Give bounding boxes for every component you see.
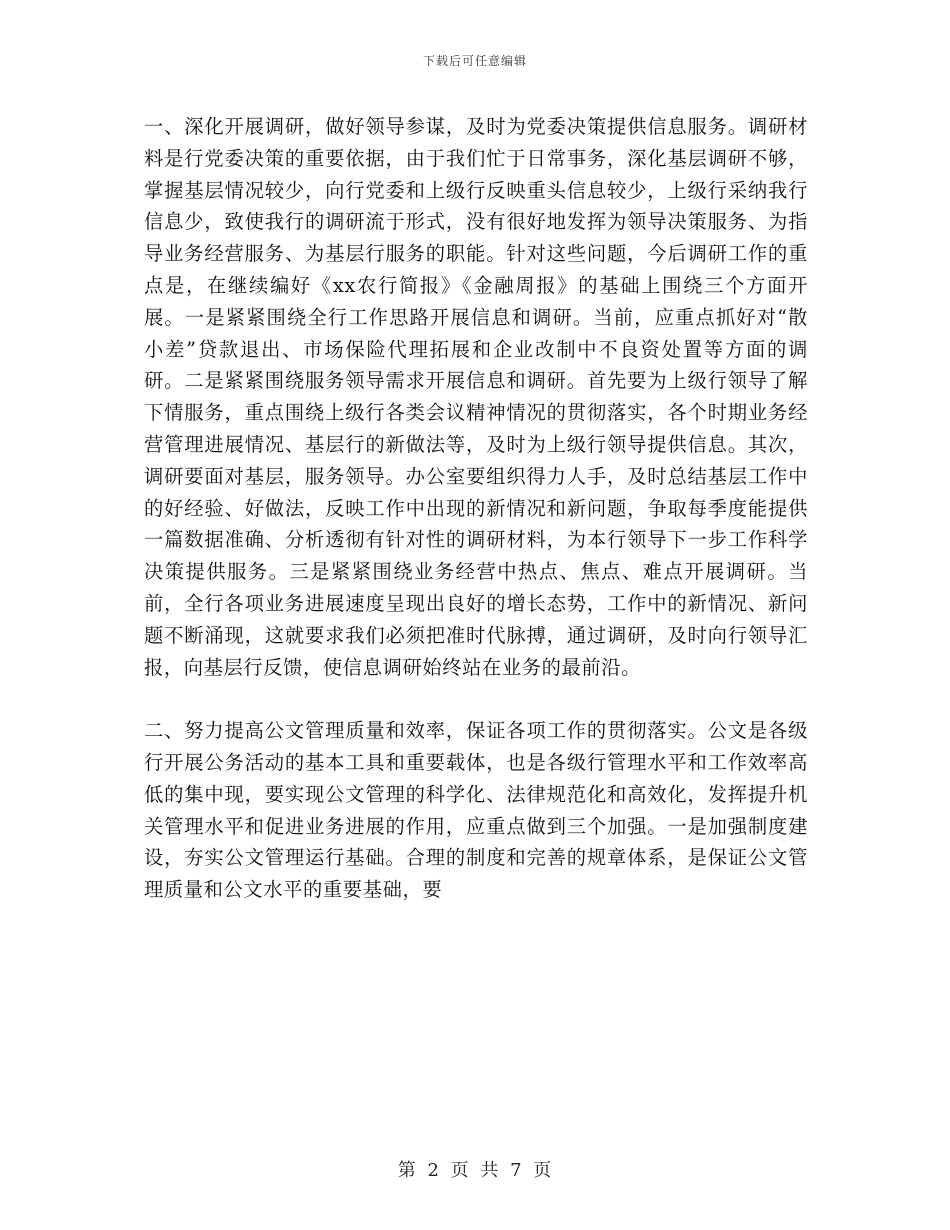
- document-body: [144, 111, 808, 906]
- page-number: 第 2 页 共 7 页: [397, 1160, 553, 1181]
- page-header: 下载后可任意编辑: [422, 54, 527, 68]
- paragraph-2: 二、努力提高公文管理质量和效率，保证各项工作的贯彻落实。公文是各级行开展公务活动的基本工具和重要载体，也是各级行管理水平和工作效率高低的集中现，要实现公文管理的科学化、法律规范化和高效化，发挥提升机关管理水平和促进业务进展的作用，应重点做到三个加强。一是加强制度建设，夯实公文管理运行基础。合理的制度和完善的规章体系，是保证公文管理质量和公文水平的重要基础，要: [144, 719, 808, 902]
- paragraph-1: 一、深化开展调研，做好领导参谋，及时为党委决策提供信息服务。调研材料是行党委决策的重要依据，由于我们忙于日常事务，深化基层调研不够，掌握基层情况较少，向行党委和上级行反映重头信息较少，上级行采纳我行信息少，致使我行的调研流于形式，没有很好地发挥为领导决策服务、为指导业务经营服务、为基层行服务的职能。针对这些问题，今后调研工作的重点是，在继续编好《xx农行简报》《金融周报》的基础上围绕三个方面开展。一是紧紧围绕全行工作思路开展信息和调研。当前，应重点抓好对“散小差”贷款退出、市场保险代理拓展和企业改制中不良资处置等方面的调研。二是紧紧围绕服务领导需求开展信息和调研。首先要为上级行领导了解下情服务，重点围绕上级行各类会议精神情况的贯彻落实，各个时期业务经营管理进展情况、基层行的新做法等，及时为上级行领导提供信息。其次，调研要面对基层，服务领导。办公室要组织得力人手，及时总结基层工作中的好经验、好做法，反映工作中出现的新情况和新问题，争取每季度能提供一篇数据准确、分析透彻有针对性的调研材料，为本行领导下一步工作科学决策提供服务。三是紧紧围绕业务经营中热点、焦点、难点开展调研。当前，全行各项业务进展速度呈现出良好的增长态势，工作中的新情况、新问题不断涌现，这就要求我们必须把准时代脉搏，通过调研，及时向行领导汇报，向基层行反馈，使信息调研始终站在业务的最前沿。: [144, 115, 808, 679]
